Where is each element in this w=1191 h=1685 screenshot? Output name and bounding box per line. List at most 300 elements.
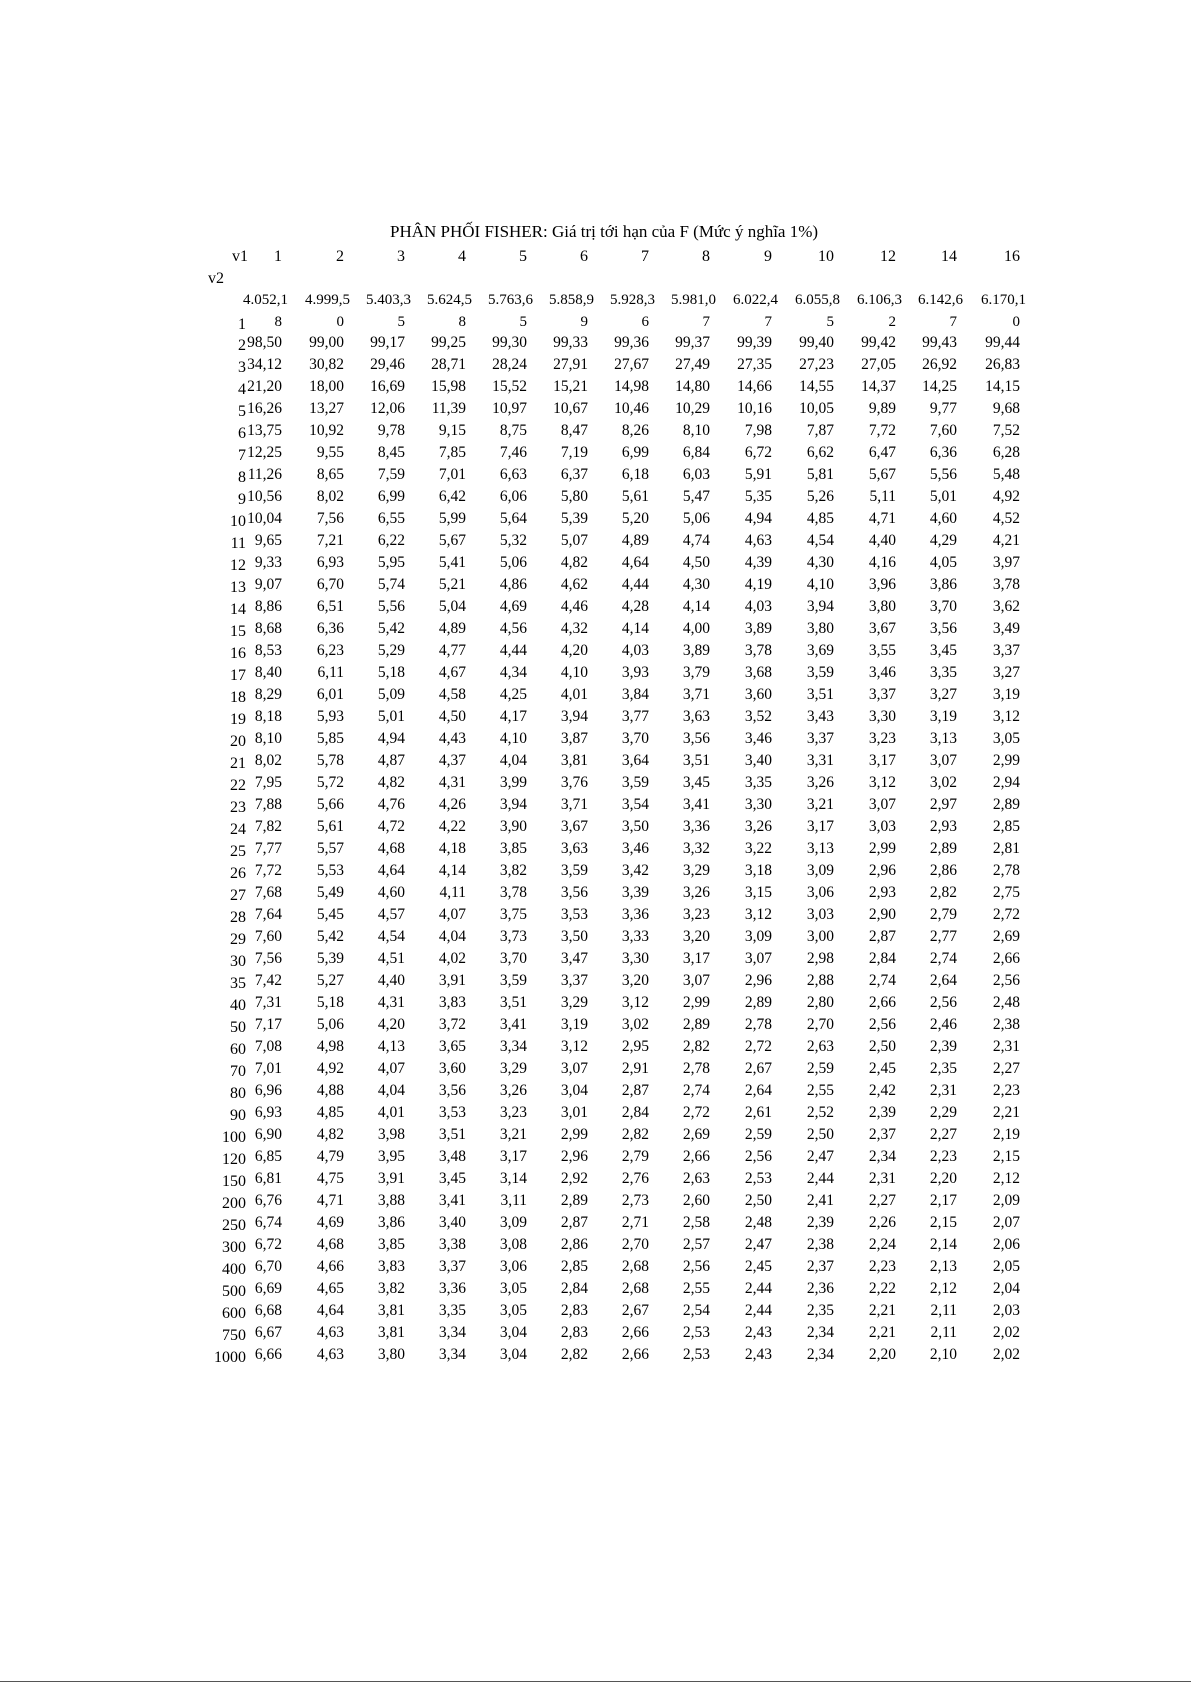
table-cell: 6,36	[929, 444, 957, 461]
table-cell: 2,12	[992, 1170, 1020, 1187]
table-cell: 3,71	[560, 796, 588, 813]
table-cell: 3,18	[744, 862, 772, 879]
table-cell: 2,63	[682, 1170, 710, 1187]
table-cell: 4,94	[744, 510, 772, 527]
table-cell: 3,19	[929, 708, 957, 725]
table-cell: 3,78	[499, 884, 527, 901]
row-label: 17	[230, 667, 246, 684]
table-cell: 4,88	[316, 1082, 344, 1099]
table-cell: 5,18	[316, 994, 344, 1011]
row-label: 50	[230, 1019, 246, 1036]
table-cell: 2,99	[992, 752, 1020, 769]
table-cell: 3,36	[682, 818, 710, 835]
table-cell: 99,33	[553, 334, 588, 351]
table-cell: 2,89	[929, 840, 957, 857]
page-bottom-rule	[0, 1681, 1191, 1682]
table-cell: 3,84	[621, 686, 649, 703]
table-cell: 2,38	[992, 1016, 1020, 1033]
table-cell: 7,56	[254, 950, 282, 967]
table-cell: 3,46	[744, 730, 772, 747]
table-cell: 3,07	[682, 972, 710, 989]
table-cell: 2,93	[929, 818, 957, 835]
table-cell: 9,15	[438, 422, 466, 439]
table-cell: 99,25	[431, 334, 466, 351]
table-cell: 2,20	[868, 1346, 896, 1363]
table-cell: 2,69	[992, 928, 1020, 945]
table-cell: 5,61	[621, 488, 649, 505]
table-cell: 3,41	[438, 1192, 466, 1209]
table-cell: 2,38	[806, 1236, 834, 1253]
column-header: 4	[458, 248, 466, 265]
table-cell: 2,75	[992, 884, 1020, 901]
table-cell: 3,23	[682, 906, 710, 923]
table-cell: 3,79	[682, 664, 710, 681]
table-cell: 10,05	[799, 400, 834, 417]
table-cell: 6,93	[316, 554, 344, 571]
table-cell: 5,11	[869, 488, 896, 505]
table-cell: 4,01	[377, 1104, 405, 1121]
table-cell: 4,17	[499, 708, 527, 725]
table-cell: 3,12	[992, 708, 1020, 725]
table-cell: 8,02	[316, 488, 344, 505]
row-label: 400	[222, 1261, 246, 1278]
row-label: 18	[230, 689, 246, 706]
table-cell: 2,69	[682, 1126, 710, 1143]
table-cell: 5.624,5	[427, 292, 472, 308]
table-cell: 11,26	[247, 466, 282, 483]
table-cell: 27,67	[614, 356, 649, 373]
table-cell: 2,21	[868, 1324, 896, 1341]
table-cell: 9,55	[316, 444, 344, 461]
table-cell: 3,85	[499, 840, 527, 857]
table-cell: 2,99	[682, 994, 710, 1011]
table-cell: 4,20	[377, 1016, 405, 1033]
row-label: 750	[222, 1327, 246, 1344]
table-cell: 3,12	[560, 1038, 588, 1055]
table-cell: 9,77	[929, 400, 957, 417]
table-cell: 2,64	[929, 972, 957, 989]
table-cell: 14,37	[861, 378, 896, 395]
table-cell: 3,99	[499, 774, 527, 791]
table-cell: 3,98	[377, 1126, 405, 1143]
row-label: 80	[230, 1085, 246, 1102]
table-cell: 2,26	[868, 1214, 896, 1231]
table-cell: 6,90	[254, 1126, 282, 1143]
table-cell: 3,26	[499, 1082, 527, 1099]
table-cell: 6,55	[377, 510, 405, 527]
table-cell: 3,26	[744, 818, 772, 835]
table-cell: 4,25	[499, 686, 527, 703]
table-cell: 2,73	[621, 1192, 649, 1209]
table-cell: 6,06	[499, 488, 527, 505]
row-label: 1	[238, 316, 246, 333]
table-cell: 4,64	[377, 862, 405, 879]
table-cell: 6.106,3	[857, 292, 902, 308]
column-header: 10	[818, 248, 834, 265]
table-cell: 4,79	[316, 1148, 344, 1165]
table-cell: 3,08	[499, 1236, 527, 1253]
table-cell: 2,61	[744, 1104, 772, 1121]
table-cell: 2,23	[992, 1082, 1020, 1099]
table-cell: 5,57	[316, 840, 344, 857]
table-cell: 2,03	[992, 1302, 1020, 1319]
table-cell: 2,35	[929, 1060, 957, 1077]
table-cell: 4,92	[316, 1060, 344, 1077]
table-cell: 2,34	[806, 1324, 834, 1341]
table-cell: 3,30	[744, 796, 772, 813]
table-cell: 2,24	[868, 1236, 896, 1253]
row-label: 30	[230, 953, 246, 970]
table-cell: 2,99	[560, 1126, 588, 1143]
table-cell: 3,20	[682, 928, 710, 945]
table-cell: 8,18	[254, 708, 282, 725]
row-label: 40	[230, 997, 246, 1014]
table-cell: 3,91	[438, 972, 466, 989]
table-cell: 2,13	[929, 1258, 957, 1275]
table-cell: 2,84	[560, 1280, 588, 1297]
table-cell: 3,89	[682, 642, 710, 659]
table-cell: 3,56	[438, 1082, 466, 1099]
table-cell: 5.981,0	[671, 292, 716, 308]
table-cell: 3,46	[868, 664, 896, 681]
table-cell: 5,67	[438, 532, 466, 549]
table-cell: 5,49	[316, 884, 344, 901]
table-cell: 99,17	[370, 334, 405, 351]
table-cell: 3,97	[992, 554, 1020, 571]
table-cell: 3,86	[929, 576, 957, 593]
table-cell: 9	[580, 314, 588, 330]
table-cell: 2,70	[806, 1016, 834, 1033]
table-cell: 4,66	[316, 1258, 344, 1275]
table-cell: 4,16	[868, 554, 896, 571]
table-cell: 3,87	[560, 730, 588, 747]
column-header: 3	[397, 248, 405, 265]
table-cell: 3,70	[929, 598, 957, 615]
table-cell: 5,04	[438, 598, 466, 615]
table-cell: 2,72	[992, 906, 1020, 923]
table-cell: 6,76	[254, 1192, 282, 1209]
table-cell: 3,81	[560, 752, 588, 769]
table-cell: 2,56	[744, 1148, 772, 1165]
row-label: 5	[238, 403, 246, 420]
table-cell: 2,37	[806, 1258, 834, 1275]
row-label: 23	[230, 799, 246, 816]
table-cell: 7,31	[254, 994, 282, 1011]
table-cell: 4,30	[806, 554, 834, 571]
table-cell: 5,07	[560, 532, 588, 549]
row-label: 16	[230, 645, 246, 662]
table-cell: 5,61	[316, 818, 344, 835]
table-cell: 30,82	[309, 356, 344, 373]
table-cell: 4,82	[560, 554, 588, 571]
table-cell: 3,85	[377, 1236, 405, 1253]
table-cell: 4,64	[621, 554, 649, 571]
table-cell: 5,99	[438, 510, 466, 527]
table-cell: 2,78	[744, 1016, 772, 1033]
table-cell: 2,93	[868, 884, 896, 901]
table-cell: 4,94	[377, 730, 405, 747]
table-cell: 3,17	[868, 752, 896, 769]
table-cell: 3,81	[377, 1302, 405, 1319]
column-header: 2	[336, 248, 344, 265]
table-cell: 99,44	[985, 334, 1020, 351]
table-cell: 7,59	[377, 466, 405, 483]
table-cell: 2,74	[868, 972, 896, 989]
table-cell: 4,85	[316, 1104, 344, 1121]
table-cell: 3,49	[992, 620, 1020, 637]
table-cell: 3,59	[499, 972, 527, 989]
row-label: 28	[230, 909, 246, 926]
table-cell: 2,85	[992, 818, 1020, 835]
table-cell: 4,63	[316, 1346, 344, 1363]
table-cell: 5,80	[560, 488, 588, 505]
table-cell: 2,56	[868, 1016, 896, 1033]
table-cell: 6,36	[316, 620, 344, 637]
table-cell: 3,48	[438, 1148, 466, 1165]
table-cell: 2,84	[621, 1104, 649, 1121]
table-cell: 7	[949, 314, 957, 330]
table-cell: 3,26	[682, 884, 710, 901]
table-cell: 3,46	[621, 840, 649, 857]
table-cell: 3,04	[499, 1324, 527, 1341]
table-cell: 3,37	[868, 686, 896, 703]
table-cell: 2,96	[744, 972, 772, 989]
table-cell: 3,45	[438, 1170, 466, 1187]
table-cell: 6,62	[806, 444, 834, 461]
row-label: 10	[230, 513, 246, 530]
row-label: 25	[230, 843, 246, 860]
table-cell: 8,53	[254, 642, 282, 659]
table-cell: 3,13	[806, 840, 834, 857]
table-cell: 3,37	[560, 972, 588, 989]
table-cell: 99,42	[861, 334, 896, 351]
table-cell: 3,36	[621, 906, 649, 923]
row-label: 250	[222, 1217, 246, 1234]
row-label: 8	[238, 469, 246, 486]
table-cell: 2,86	[560, 1236, 588, 1253]
table-cell: 7	[764, 314, 772, 330]
table-cell: 2,79	[621, 1148, 649, 1165]
table-cell: 4,82	[316, 1126, 344, 1143]
table-cell: 15,21	[553, 378, 588, 395]
table-cell: 5.403,3	[366, 292, 411, 308]
table-cell: 4,10	[806, 576, 834, 593]
table-cell: 2,88	[806, 972, 834, 989]
table-cell: 2,67	[621, 1302, 649, 1319]
table-cell: 10,92	[309, 422, 344, 439]
table-cell: 6,74	[254, 1214, 282, 1231]
table-cell: 2,66	[621, 1324, 649, 1341]
table-cell: 4,50	[682, 554, 710, 571]
table-cell: 3,17	[499, 1148, 527, 1165]
table-cell: 6,67	[254, 1324, 282, 1341]
table-cell: 4,65	[316, 1280, 344, 1297]
table-cell: 14,25	[922, 378, 957, 395]
table-cell: 8,02	[254, 752, 282, 769]
table-cell: 4,11	[439, 884, 466, 901]
table-cell: 3,29	[560, 994, 588, 1011]
table-cell: 5,81	[806, 466, 834, 483]
table-cell: 3,34	[438, 1324, 466, 1341]
table-cell: 3,50	[560, 928, 588, 945]
table-cell: 2,63	[806, 1038, 834, 1055]
row-label: 100	[222, 1129, 246, 1146]
table-cell: 3,42	[621, 862, 649, 879]
table-cell: 6,42	[438, 488, 466, 505]
table-cell: 4,92	[992, 488, 1020, 505]
table-cell: 3,75	[499, 906, 527, 923]
table-cell: 3,27	[992, 664, 1020, 681]
row-label: 150	[222, 1173, 246, 1190]
table-cell: 2,66	[621, 1346, 649, 1363]
table-cell: 5,29	[377, 642, 405, 659]
row-label: 29	[230, 931, 246, 948]
table-cell: 4,60	[929, 510, 957, 527]
table-cell: 2,27	[868, 1192, 896, 1209]
table-cell: 4.052,1	[243, 292, 288, 308]
table-cell: 3,39	[621, 884, 649, 901]
row-label: 200	[222, 1195, 246, 1212]
table-cell: 3,86	[377, 1214, 405, 1231]
table-cell: 14,55	[799, 378, 834, 395]
table-cell: 2,78	[682, 1060, 710, 1077]
row-label: 2	[238, 337, 246, 354]
table-cell: 7,72	[254, 862, 282, 879]
column-header: 16	[1004, 248, 1020, 265]
table-cell: 10,46	[614, 400, 649, 417]
table-cell: 4,14	[438, 862, 466, 879]
table-cell: 3,11	[500, 1192, 527, 1209]
row-label: 4	[238, 381, 246, 398]
table-cell: 4,64	[316, 1302, 344, 1319]
table-cell: 7,82	[254, 818, 282, 835]
table-cell: 7,68	[254, 884, 282, 901]
table-cell: 3,04	[499, 1346, 527, 1363]
table-cell: 3,23	[499, 1104, 527, 1121]
table-cell: 4,51	[377, 950, 405, 967]
table-cell: 4,07	[438, 906, 466, 923]
table-cell: 15,98	[431, 378, 466, 395]
row-label: 27	[230, 887, 246, 904]
table-cell: 5,95	[377, 554, 405, 571]
table-cell: 4,13	[377, 1038, 405, 1055]
table-cell: 3,23	[868, 730, 896, 747]
table-cell: 4,74	[682, 532, 710, 549]
table-cell: 4,02	[438, 950, 466, 967]
table-cell: 5,18	[377, 664, 405, 681]
table-cell: 3,81	[377, 1324, 405, 1341]
table-cell: 3,37	[438, 1258, 466, 1275]
table-cell: 27,49	[675, 356, 710, 373]
table-cell: 8	[274, 314, 282, 330]
row-label: 24	[230, 821, 246, 838]
table-cell: 6,68	[254, 1302, 282, 1319]
table-cell: 7,01	[438, 466, 466, 483]
table-cell: 2,86	[929, 862, 957, 879]
table-cell: 3,00	[806, 928, 834, 945]
table-cell: 3,73	[499, 928, 527, 945]
table-cell: 3,37	[992, 642, 1020, 659]
column-header: 6	[580, 248, 588, 265]
table-cell: 2,53	[682, 1324, 710, 1341]
table-cell: 2,31	[929, 1082, 957, 1099]
table-cell: 2,35	[806, 1302, 834, 1319]
table-cell: 4,40	[377, 972, 405, 989]
table-cell: 2,56	[992, 972, 1020, 989]
table-cell: 4,32	[560, 620, 588, 637]
table-cell: 4,52	[992, 510, 1020, 527]
table-cell: 3,07	[929, 752, 957, 769]
table-cell: 3,90	[499, 818, 527, 835]
table-cell: 3,37	[806, 730, 834, 747]
row-label: 21	[230, 755, 246, 772]
table-cell: 2,72	[682, 1104, 710, 1121]
table-cell: 2,27	[929, 1126, 957, 1143]
table-cell: 4,56	[499, 620, 527, 637]
table-cell: 5.928,3	[610, 292, 655, 308]
table-cell: 3,02	[621, 1016, 649, 1033]
table-cell: 6.022,4	[733, 292, 778, 308]
table-cell: 4,43	[438, 730, 466, 747]
table-cell: 4,30	[682, 576, 710, 593]
table-cell: 3,43	[806, 708, 834, 725]
table-cell: 6,96	[254, 1082, 282, 1099]
table-cell: 5,20	[621, 510, 649, 527]
table-cell: 2,43	[744, 1324, 772, 1341]
table-cell: 3,69	[806, 642, 834, 659]
table-cell: 5,64	[499, 510, 527, 527]
table-cell: 8,45	[377, 444, 405, 461]
column-header: 7	[641, 248, 649, 265]
table-cell: 13,75	[247, 422, 282, 439]
table-cell: 3,56	[929, 620, 957, 637]
table-cell: 2,58	[682, 1214, 710, 1231]
table-cell: 7,21	[316, 532, 344, 549]
table-cell: 2	[888, 314, 896, 330]
table-cell: 10,56	[247, 488, 282, 505]
table-cell: 7,77	[254, 840, 282, 857]
v2-label: v2	[208, 270, 224, 287]
table-cell: 2,21	[992, 1104, 1020, 1121]
table-cell: 7,72	[868, 422, 896, 439]
table-cell: 3,60	[438, 1060, 466, 1077]
table-cell: 3,78	[744, 642, 772, 659]
table-cell: 2,92	[560, 1170, 588, 1187]
table-cell: 4,57	[377, 906, 405, 923]
table-cell: 6,99	[377, 488, 405, 505]
table-cell: 3,19	[560, 1016, 588, 1033]
column-header: 1	[274, 248, 282, 265]
table-cell: 2,57	[682, 1236, 710, 1253]
table-cell: 2,89	[560, 1192, 588, 1209]
table-cell: 6.170,1	[981, 292, 1026, 308]
table-cell: 8,75	[499, 422, 527, 439]
row-label: 7	[238, 447, 246, 464]
table-cell: 6,72	[254, 1236, 282, 1253]
table-cell: 3,35	[744, 774, 772, 791]
table-cell: 3,94	[560, 708, 588, 725]
table-cell: 4,19	[744, 576, 772, 593]
table-cell: 2,94	[992, 774, 1020, 791]
table-cell: 3,09	[806, 862, 834, 879]
table-cell: 4,71	[316, 1192, 344, 1209]
table-cell: 4,22	[438, 818, 466, 835]
table-cell: 3,51	[806, 686, 834, 703]
table-cell: 2,70	[621, 1236, 649, 1253]
table-cell: 5,74	[377, 576, 405, 593]
table-cell: 3,32	[682, 840, 710, 857]
table-cell: 4,28	[621, 598, 649, 615]
